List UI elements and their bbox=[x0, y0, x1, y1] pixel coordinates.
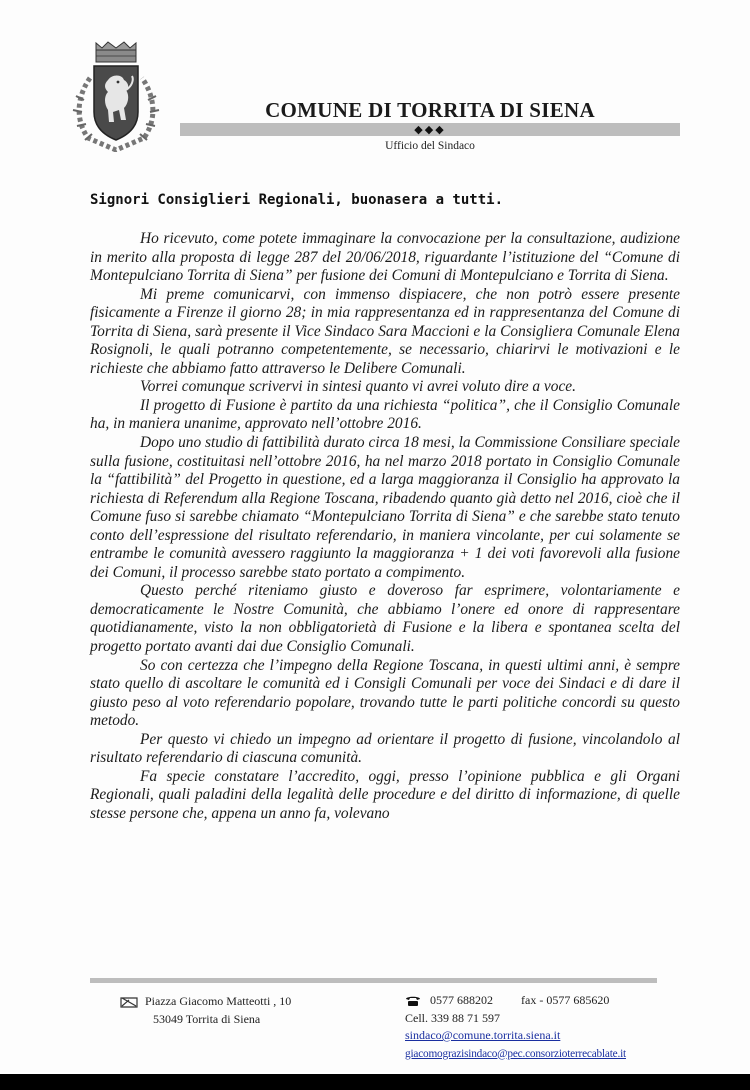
footer-divider bbox=[90, 978, 657, 983]
paragraph: Ho ricevuto, come potete immaginare la convocazione per la consultazione, audizione in merito alla proposta di legge 287 del 20/06/2018, riguardante l’istituzione del “Comune di Montepulciano Torrita di Siena” per fusione dei Comuni di Montepulciano e Torrita di Siena. bbox=[90, 230, 680, 285]
address-street: Piazza Giacomo Matteotti , 10 bbox=[145, 994, 292, 1008]
envelope-icon bbox=[120, 996, 142, 1008]
greeting-line: Signori Consiglieri Regionali, buonasera a tutti. bbox=[90, 192, 504, 208]
paragraph: Per questo vi chiedo un impegno ad orientare il progetto di fusione, vincolandolo al risultato referendario di ciascuna comunità. bbox=[90, 730, 680, 767]
footer-contacts bbox=[405, 992, 626, 1063]
header-ornament: ◆◆◆ bbox=[414, 124, 446, 136]
letter-body bbox=[90, 230, 680, 824]
paragraph: Vorrei comunque scrivervi in sintesi quanto vi avrei voluto dire a voce. bbox=[140, 378, 576, 396]
email-link[interactable]: sindaco@comune.torrita.siena.it bbox=[405, 1028, 561, 1042]
address-city: 53049 Torrita di Siena bbox=[153, 1012, 261, 1026]
paragraph: So con certezza che l’impegno della Regione Toscana, in questi ultimi anni, è sempre stato quello di ascoltare le comunità ed i Consigli Comunali per voce dei Sindaci e di dare il giusto peso al voto referendario popolare, trovando tutte le parti politiche concordi su questo metodo. bbox=[90, 656, 680, 730]
paragraph: Mi preme comunicarvi, con immenso dispiacere, che non potrò essere presente fisicamente a Firenze il giorno 28; in mia rappresentanza ed in rappresentanza del Comune di Torrita di Siena, sarà presente il Vice Sindaco Sara Maccioni e la Consigliera Comunale Elena Rosignoli, le quali potranno competentemente, se necessario, chiarirvi le motivazioni e le richieste che abbiamo fatto attraverso le Delibere Comunali. bbox=[90, 285, 680, 377]
cell-number: Cell. 339 88 71 597 bbox=[405, 1010, 500, 1025]
fax-number: fax - 0577 685620 bbox=[521, 993, 610, 1007]
footer-address bbox=[120, 992, 291, 1028]
telephone-icon bbox=[405, 995, 427, 1007]
coat-of-arms-icon bbox=[68, 40, 164, 152]
paragraph: Questo perché riteniamo giusto e doveroso far esprimere, volontariamente e democraticamente le Nostre Comunità, che abbiamo l’onere ed onore di rappresentare quotidianamente, visto la non obbligatorietà di Fusione e la libera e spontanea scelta del progetto portato avanti dai due Consiglio Comunali. bbox=[90, 582, 680, 656]
municipality-title: COMUNE DI TORRITA DI SIENA bbox=[265, 98, 595, 122]
paragraph: Fa specie constatare l’accredito, oggi, presso l’opinione pubblica e gli Organi Regionali, quali paladini della legalità delle procedure e del diritto di informazione, di quelle stesse persone che, appena un anno fa, volevano bbox=[90, 767, 680, 822]
bottom-bar bbox=[0, 1074, 750, 1090]
pec-email-link[interactable]: giacomograzisindaco@pec.consorzioterrecablate.it bbox=[405, 1047, 626, 1060]
paragraph: Il progetto di Fusione è partito da una richiesta “politica”, che il Consiglio Comunale ha, in maniera unanime, approvato nell’ottobre 2016. bbox=[90, 396, 680, 433]
phone-number: 0577 688202 bbox=[430, 993, 493, 1007]
office-subtitle: Ufficio del Sindaco bbox=[385, 140, 475, 152]
paragraph: Dopo uno studio di fattibilità durato circa 18 mesi, la Commissione Consiliare speciale sulla fusione, costituitasi nell’ottobre 2016, ha nel marzo 2018 portato in Consiglio Comunale la “fattibilità” del Progetto in questione, ed a larga maggioranza il Consiglio ha approvato la richiesta di Referendum alla Regione Toscana, ribadendo quanto già detto nel 2016, cioè che il Comune fuso si sarebbe chiamato “Montepulciano Torrita di Siena” e che sarebbe stato tenuto conto dell’espressione del risultato referendario, in maniera vincolante, per cui solamente se entrambe le comunità avessero raggiunto la maggioranza + 1 dei voti favorevoli alla fusione dei Comuni, il processo sarebbe stato portato a compimento. bbox=[90, 434, 680, 581]
